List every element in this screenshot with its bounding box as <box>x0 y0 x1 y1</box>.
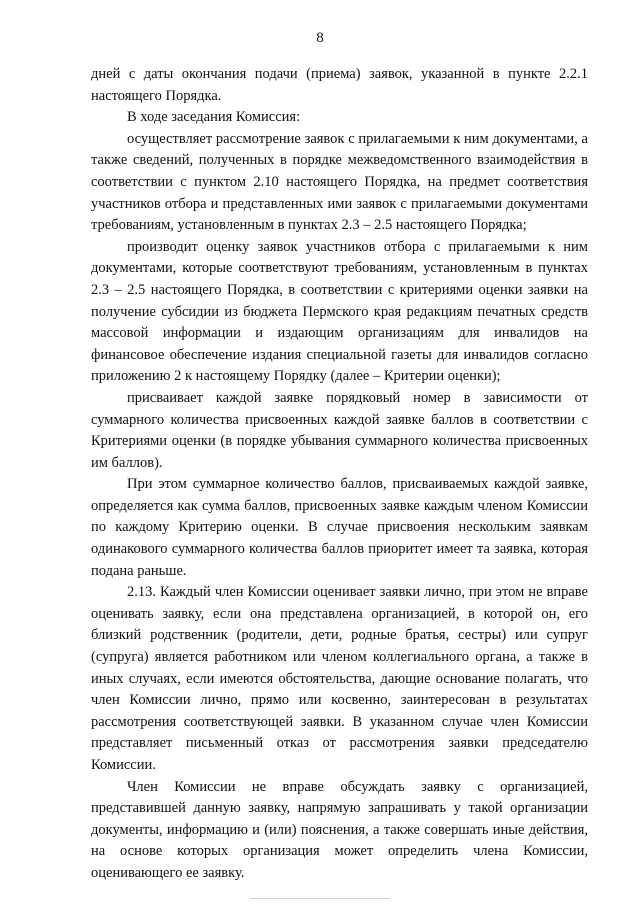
paragraph-continuation: дней с даты окончания подачи (приема) заявок, указанной в пункте 2.2.1 настоящего Порядка. <box>91 66 588 104</box>
document-body <box>91 64 588 885</box>
paragraph-2-13: 2.13. Каждый член Комиссии оценивает заявки лично, при этом не вправе оценивать заявку, если она представлена организацией, в которой он, его близкий родственник (родители, дети, родные братья, сестры) или супруг (супруга) является работником или членом коллегиального органа, а также в иных случаях, если имеются обстоятельства, дающие основание полагать, что член Комиссии лично, прямо или косвенно, заинтересован в результатах рассмотрения соответствующей заявки. В указанном случае член Комиссии представляет письменный отказ от рассмотрения заявки председателю Комиссии. <box>91 584 588 773</box>
page-number: 8 <box>316 30 324 46</box>
paragraph-score-sum: При этом суммарное количество баллов, присваиваемых каждой заявке, определяется как сумма баллов, присвоенных заявке каждым членом Комиссии по каждому Критерию оценки. В случае присвоения нескольким заявкам одинакового суммарного количества баллов приоритет имеет та заявка, которая подана раньше. <box>91 476 588 579</box>
paragraph-commission-intro: В ходе заседания Комиссия: <box>127 109 301 126</box>
footer-line <box>250 898 390 899</box>
paragraph-evaluation: производит оценку заявок участников отбора с прилагаемыми к ним документами, которые соответствуют требованиям, установленным в пунктах 2.3 – 2.5 настоящего Порядка, в соответствии с критериями оценки заявки на получение субсидии из бюджета Пермского края редакциям печатных средств массовой информации и издающим организациям для инвалидов на финансовое обеспечение издания специальной газеты для инвалидов согласно приложению 2 к настоящему Порядку (далее – Критерии оценки); <box>91 238 588 385</box>
paragraph-member-restriction: Член Комиссии не вправе обсуждать заявку с организацией, представившей данную заявку, напрямую запрашивать у такой организации документы, информацию и (или) пояснения, а также совершать иные действия, на основе которых организация может определить члена Комиссии, оценивающего ее заявку. <box>91 778 588 881</box>
paragraph-review: осуществляет рассмотрение заявок с прилагаемыми к ним документами, а также сведений, полученных в порядке межведомственного взаимодействия в соответствии с пунктом 2.10 настоящего Порядка, на предмет соответствия участников отбора и представленных ими заявок с прилагаемыми документами требованиям, установленным в пунктах 2.3 – 2.5 настоящего Порядка; <box>91 130 588 234</box>
paragraph-numbering: присваивает каждой заявке порядковый номер в зависимости от суммарного количества присвоенных каждой заявке баллов в соответствии с Критериями оценки (в порядке убывания суммарного количества присвоенных им баллов). <box>91 389 588 471</box>
